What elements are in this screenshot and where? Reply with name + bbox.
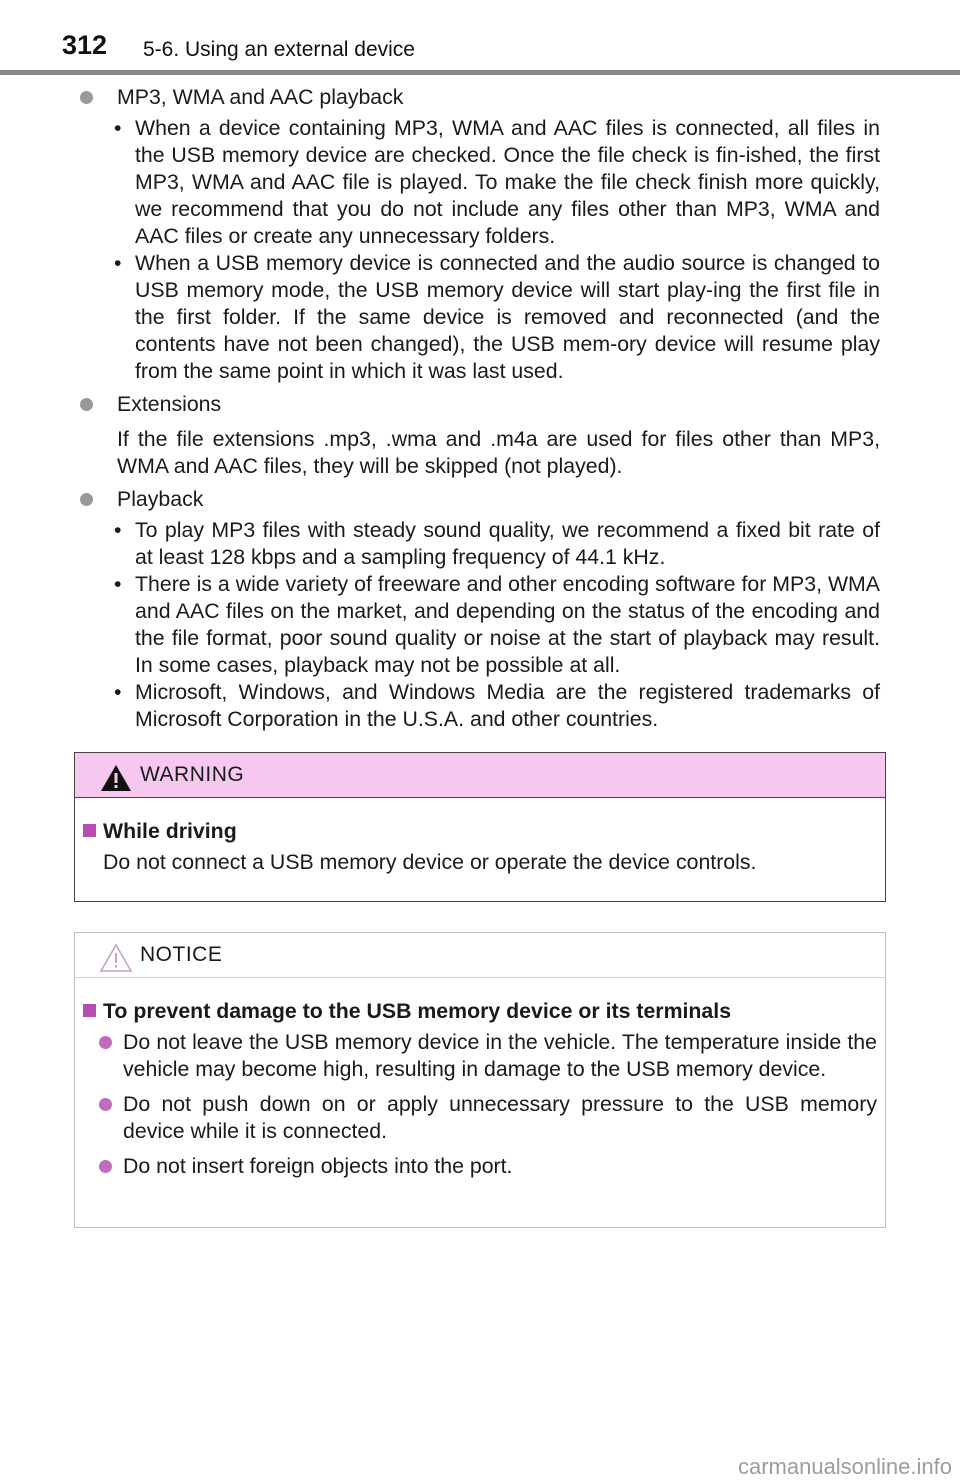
grey-bullet-icon (80, 493, 93, 506)
page-header (0, 0, 960, 80)
notice-item-text: Do not push down on or apply unnecessary pressure to the USB memory device while it is connected. (123, 1092, 877, 1143)
heading-text: MP3, WMA and AAC playback (117, 85, 404, 109)
watermark: carmanualsonline.info (737, 1454, 952, 1479)
bullet-list (80, 517, 880, 733)
page-number: 312 (62, 30, 108, 60)
section-heading-playback-formats (80, 84, 880, 111)
notice-item (93, 1029, 877, 1083)
bullet-list (80, 115, 880, 385)
warning-box-header (75, 753, 885, 798)
heading-text: Playback (117, 487, 204, 511)
caution-triangle-icon (99, 943, 133, 973)
list-item: • Microsoft, Windows, and Windows Media are the registered trademarks of Microsoft Corporation in the U.S.A. and other countries. (80, 679, 880, 733)
square-bullet-icon (83, 1004, 96, 1017)
section-title: 5-6. Using an external device (143, 38, 415, 61)
warning-box-body (75, 798, 885, 896)
notice-heading (93, 998, 877, 1025)
notice-box-body (75, 978, 885, 1200)
section-heading-extensions (80, 391, 880, 418)
heading-text: While driving (103, 819, 237, 843)
notice-item-text: Do not insert foreign objects into the port. (123, 1154, 513, 1178)
square-bullet-icon (83, 824, 96, 837)
extensions-paragraph: If the file extensions .mp3, .wma and .m4a are used for files other than MP3, WMA and AAC files, they will be skipped (not played). (117, 427, 880, 478)
section-heading-playback (80, 486, 880, 513)
notice-box (74, 932, 886, 1228)
notice-item (93, 1153, 877, 1180)
list-item: • When a device containing MP3, WMA and AAC files is connected, all files in the USB memory device are checked. Once the file check is fin-ished, the first MP3, WMA and AAC file is played. To make the file check finish more quickly, we recommend that you do not include any files other than MP3, WMA and AAC files or create any unnecessary folders. (80, 115, 880, 250)
header-rule (0, 70, 960, 75)
notice-title: NOTICE (140, 943, 223, 966)
warning-text: Do not connect a USB memory device or operate the device controls. (103, 850, 757, 874)
magenta-bullet-icon (99, 1098, 112, 1111)
list-item: • There is a wide variety of freeware and other encoding software for MP3, WMA and AAC files on the market, and depending on the status of the encoding and the file format, poor sound quality or noise at the start of playback may result. In some cases, playback may not be possible at all. (80, 571, 880, 679)
grey-bullet-icon (80, 398, 93, 411)
notice-item-text: Do not leave the USB memory device in the vehicle. The temperature inside the vehicle may become high, resulting in damage to the USB memory device. (123, 1030, 877, 1081)
magenta-bullet-icon (99, 1036, 112, 1049)
main-content (80, 84, 880, 733)
notice-box-header (75, 933, 885, 978)
notice-item (93, 1091, 877, 1145)
warning-heading (93, 818, 877, 845)
list-item: • To play MP3 files with steady sound quality, we recommend a fixed bit rate of at least 128 kbps and a sampling frequency of 44.1 kHz. (80, 517, 880, 571)
warning-title: WARNING (140, 763, 245, 786)
magenta-bullet-icon (99, 1160, 112, 1173)
warning-triangle-icon (99, 763, 133, 793)
list-item: • When a USB memory device is connected and the audio source is changed to USB memory mode, the USB memory device will start play-ing the first file in the first folder. If the same device is removed and reconnected (and the contents have not been changed), the USB mem-ory device will resume play from the same point in which it was last used. (80, 250, 880, 385)
warning-box (74, 752, 886, 902)
heading-text: To prevent damage to the USB memory device or its terminals (103, 999, 732, 1023)
heading-text: Extensions (117, 392, 222, 416)
grey-bullet-icon (80, 91, 93, 104)
